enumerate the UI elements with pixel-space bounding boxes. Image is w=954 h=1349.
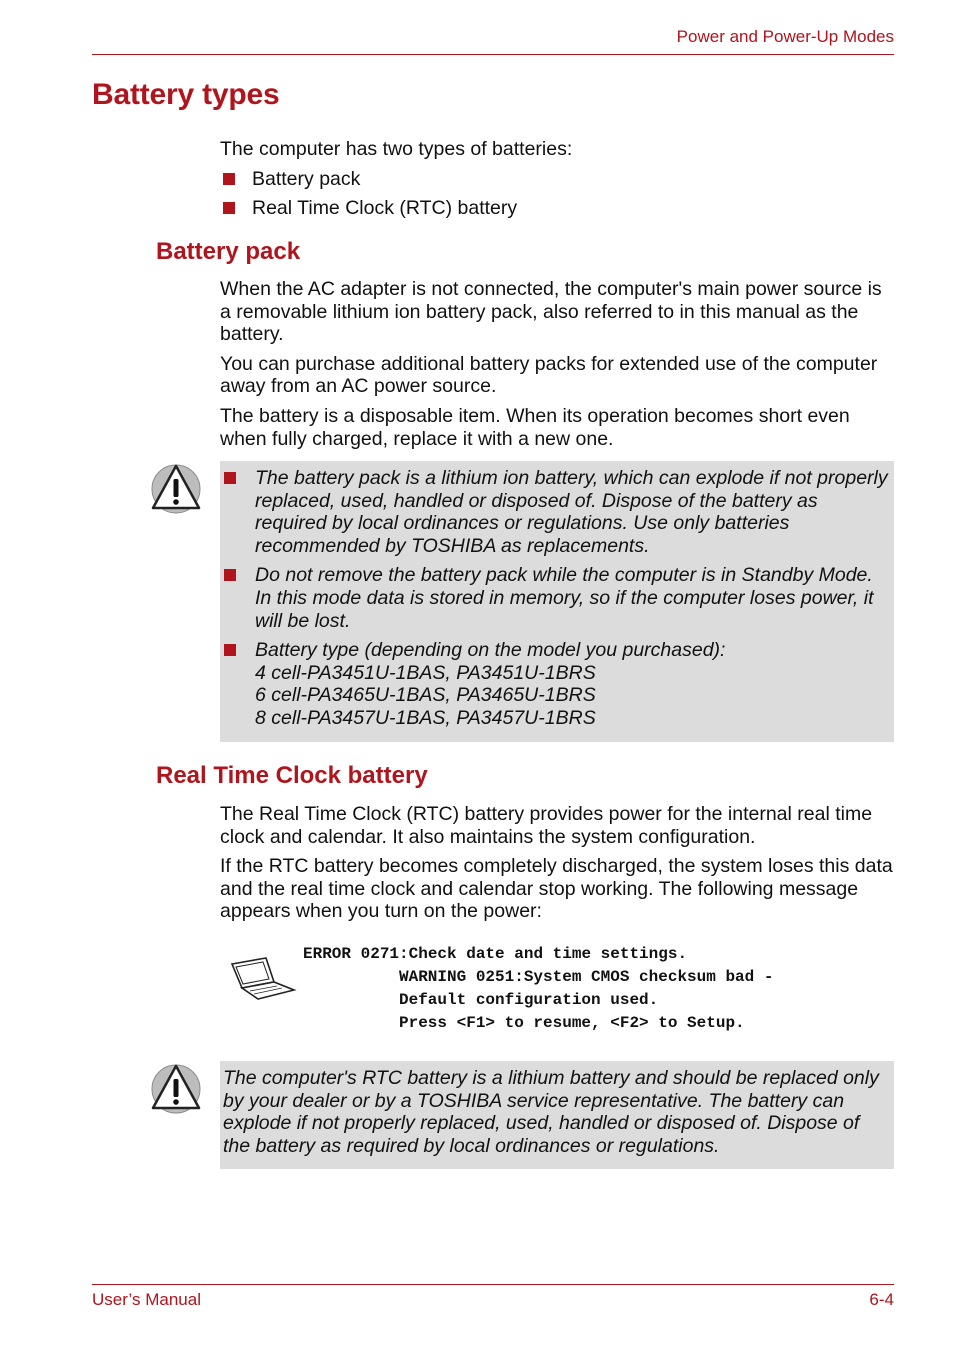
caution-text: Do not remove the battery pack while the computer is in Standby Mode. In this mode data is stored in memory, so if the computer loses power, it will be lost.: [255, 564, 874, 632]
error-message-line: Press <F1> to resume, <F2> to Setup.: [399, 1014, 745, 1032]
paragraph: You can purchase additional battery packs for extended use of the computer away from an AC power source.: [220, 352, 878, 398]
paragraph: The Real Time Clock (RTC) battery provides power for the internal real time clock and calendar. It also maintains the system configuration.: [220, 803, 873, 848]
header-rule: [92, 54, 894, 55]
list-item-text: Real Time Clock (RTC) battery: [252, 197, 518, 220]
section-heading-rtc: Real Time Clock battery: [156, 762, 428, 789]
bullet-square-icon: [224, 472, 236, 484]
list-item: [220, 168, 894, 191]
bullet-square-icon: [224, 644, 236, 656]
caution-item: [220, 564, 888, 632]
footer-rule: [92, 1284, 894, 1285]
caution-text: The battery pack is a lithium ion battery, which can explode if not properly replaced, used, handled or disposed of. Dispose of the battery as required by local ordinances or regulations. Use only batteries recommended by TOSHIBA as replacements.: [255, 467, 888, 557]
bullet-square-icon: [224, 569, 236, 581]
caution-box: [220, 1061, 894, 1169]
bullet-square-icon: [223, 173, 235, 185]
battery-type-entry: 8 cell-PA3457U-1BAS, PA3457U-1BRS: [255, 706, 596, 729]
paragraph: If the RTC battery becomes completely discharged, the system loses this data and the real time clock and calendar stop working. The following message appears when you turn on the power:: [220, 855, 893, 923]
running-header: Power and Power-Up Modes: [676, 27, 894, 46]
page-number: 6-4: [869, 1290, 894, 1309]
error-message-line: ERROR 0271:Check date and time settings.: [303, 945, 688, 963]
list-item: [220, 197, 894, 220]
intro-section: [220, 138, 894, 220]
battery-type-entry: 4 cell-PA3451U-1BAS, PA3451U-1BRS: [255, 661, 596, 684]
warning-triangle-icon: [150, 1062, 202, 1114]
warning-triangle-icon: [150, 462, 202, 514]
list-item-text: Battery pack: [252, 167, 361, 190]
rtc-body: [220, 803, 894, 923]
paragraph: When the AC adapter is not connected, the computer's main power source is a removable lithium ion battery pack, also referred to in this manual as the battery.: [220, 278, 882, 346]
error-message-line: WARNING 0251:System CMOS checksum bad -: [399, 968, 774, 986]
section-heading-battery-pack: Battery pack: [156, 238, 301, 265]
battery-type-label: Battery type (depending on the model you purchased):: [255, 639, 726, 662]
battery-pack-body: [220, 278, 894, 450]
page-title: Battery types: [92, 78, 280, 111]
bullet-square-icon: [223, 202, 235, 214]
battery-type-entry: 6 cell-PA3465U-1BAS, PA3465U-1BRS: [255, 684, 596, 707]
caution-box: [220, 461, 894, 742]
laptop-icon: [230, 956, 298, 1002]
caution-text: The computer's RTC battery is a lithium battery and should be replaced only by your dealer or by a TOSHIBA service representative. The battery can explode if not properly replaced, used, handled or disposed of. Dispose of the battery as required by local ordinances or regulations.: [223, 1067, 879, 1157]
footer-manual-name: User’s Manual: [92, 1290, 201, 1309]
caution-item: [220, 467, 888, 557]
error-message-line: Default configuration used.: [399, 991, 659, 1009]
caution-item: [220, 639, 888, 729]
paragraph: The battery is a disposable item. When its operation becomes short even when fully charged, replace it with a new one.: [220, 404, 850, 450]
intro-text: The computer has two types of batteries:: [220, 138, 573, 160]
